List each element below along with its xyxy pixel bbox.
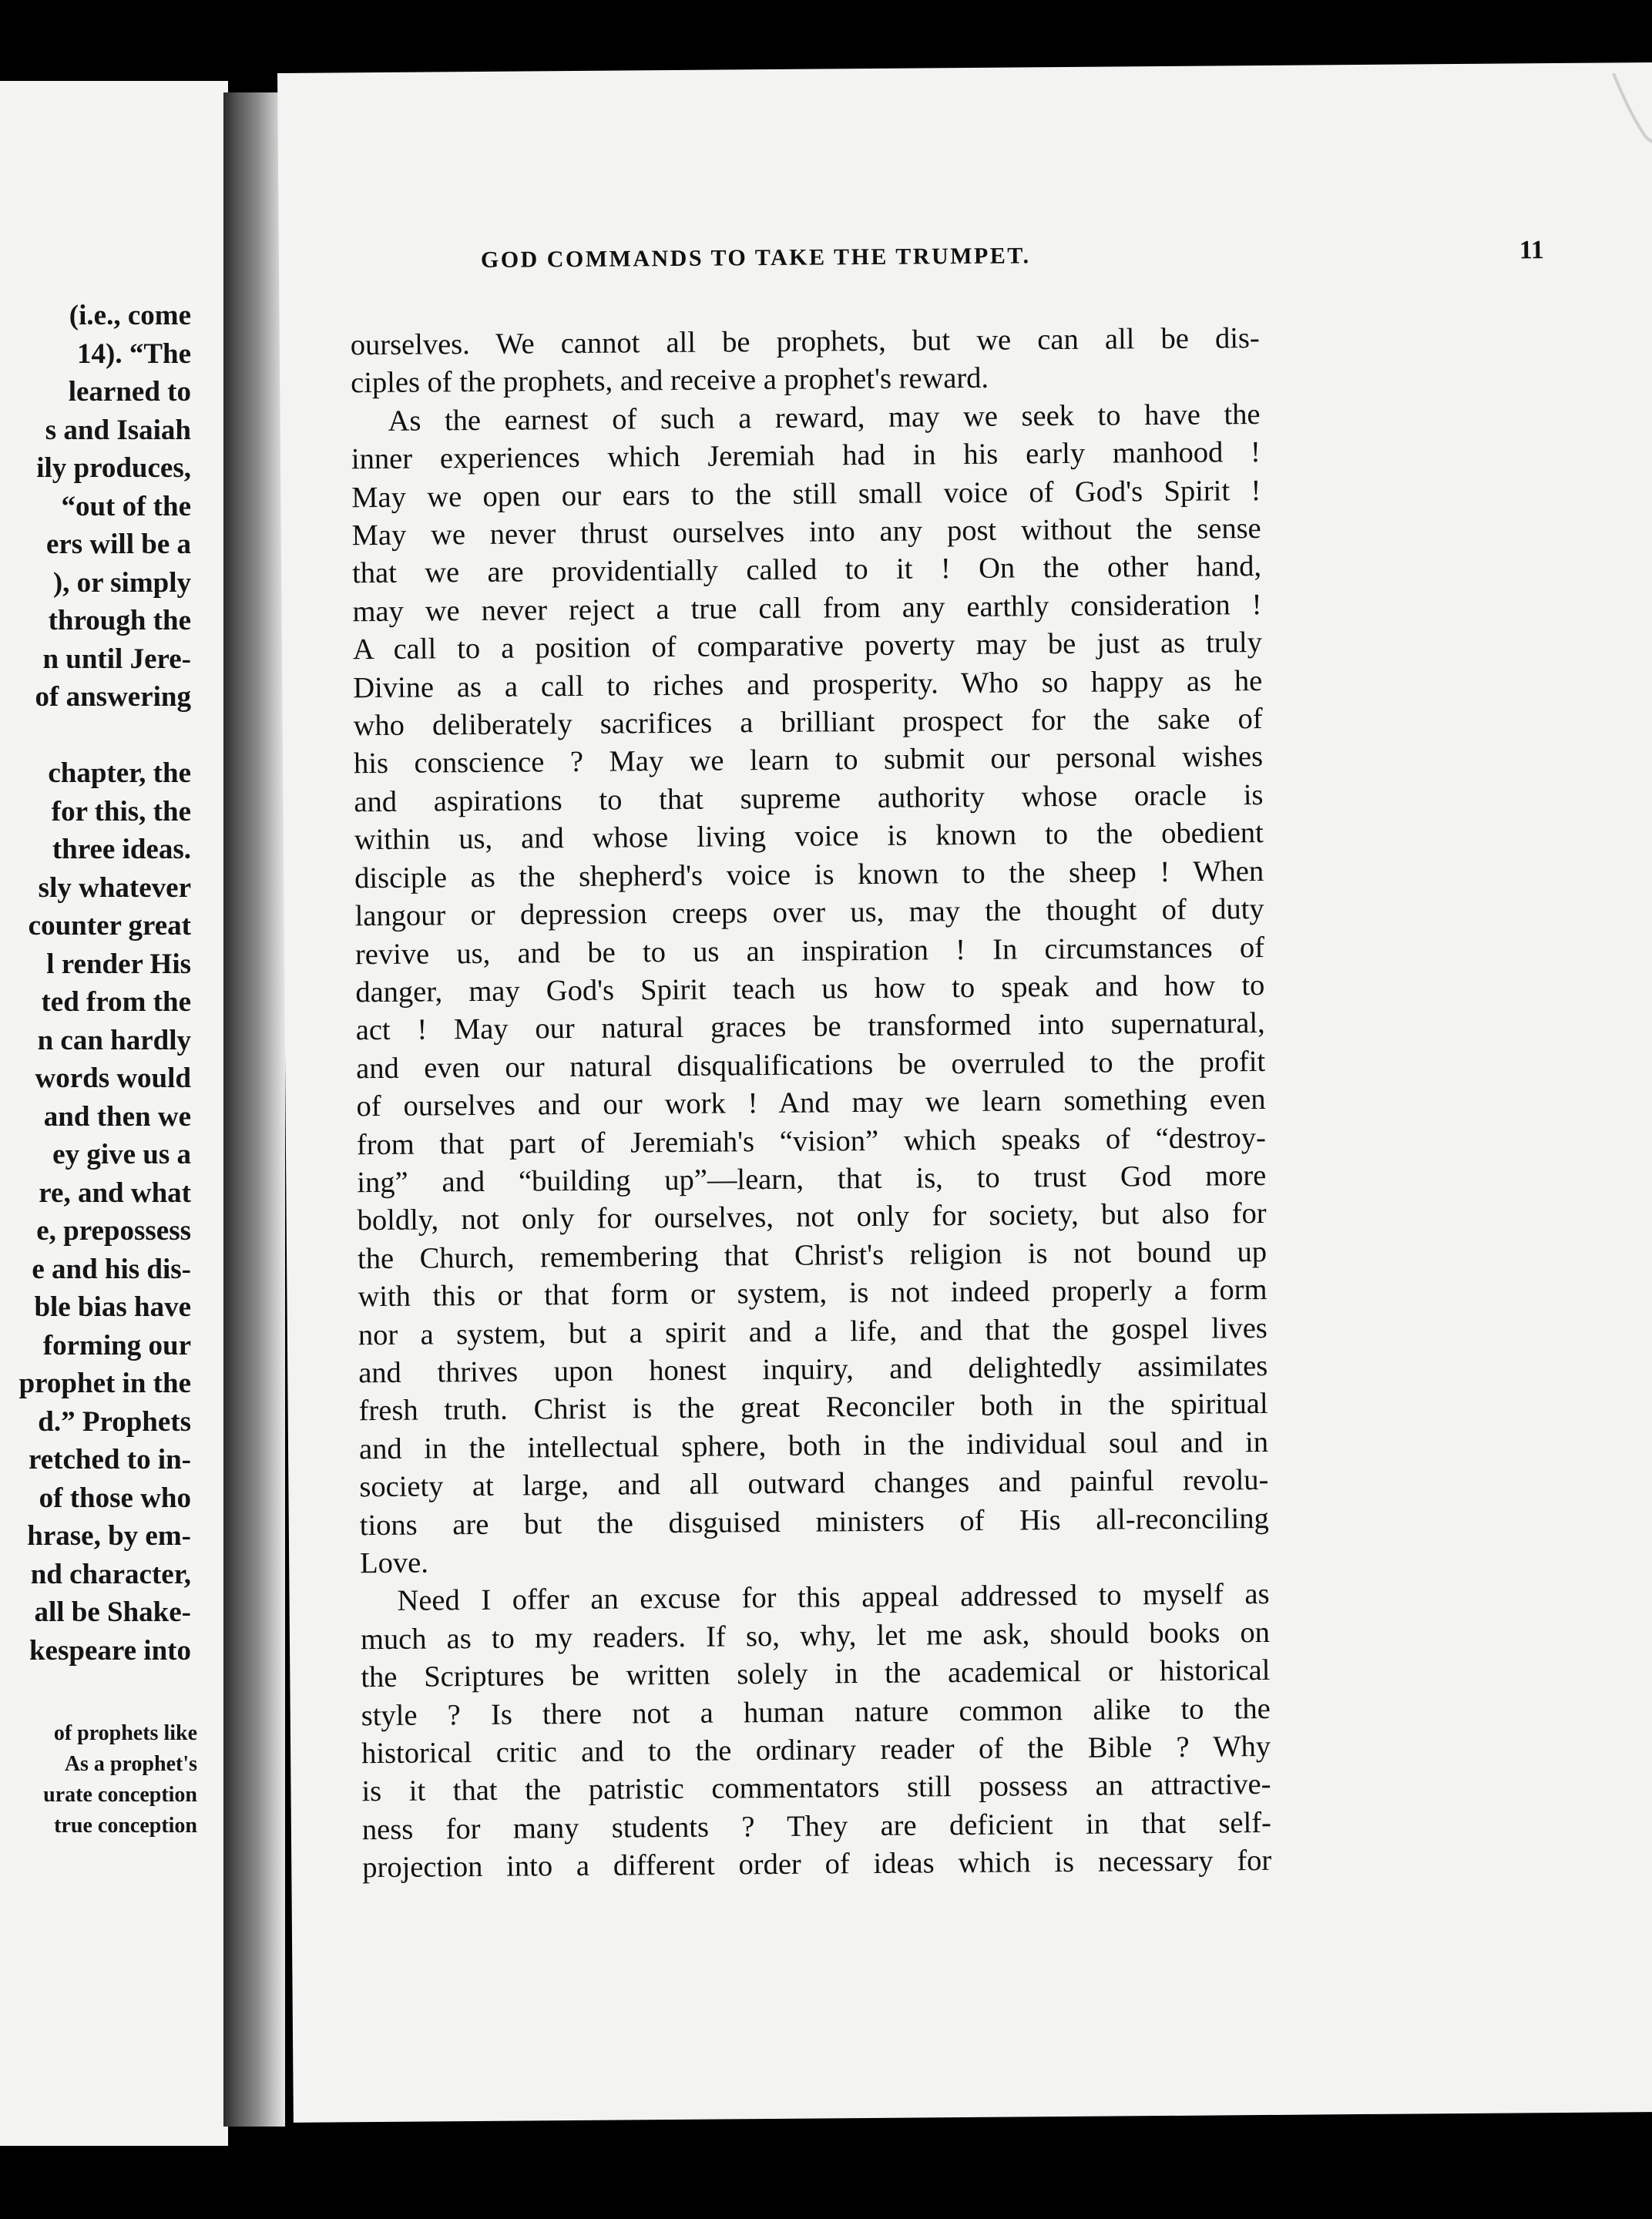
text-line: Need I offer an excuse for this appeal addressed to myself as xyxy=(397,1578,1270,1618)
left-page-line: all be Shake- xyxy=(34,1596,191,1628)
text-line: society at large, and all outward changes and painful revolu- xyxy=(359,1464,1269,1504)
text-line: that we are providentially called to it ! On the other hand, xyxy=(351,550,1262,590)
text-line: and thrives upon honest inquiry, and delightedly assimilates xyxy=(358,1349,1268,1390)
left-page-line: retched to in- xyxy=(29,1444,191,1475)
text-line: and aspirations to that supreme authority whose oracle is xyxy=(354,778,1264,819)
text-line: his conscience ? May we learn to submit our personal wishes xyxy=(353,740,1264,781)
text-line: langour or depression creeps over us, may the thought of duty xyxy=(354,893,1264,933)
left-page-line: e and his dis- xyxy=(32,1253,191,1285)
left-page-line: ), or simply xyxy=(52,566,191,599)
left-page-footnote-line: As a prophet's xyxy=(64,1752,197,1776)
text-line: act ! May our natural graces be transformed into supernatural, xyxy=(355,1007,1265,1047)
text-line: boldly, not only for ourselves, not only for society, but also for xyxy=(357,1197,1267,1237)
left-page-line: re, and what xyxy=(39,1177,191,1209)
left-page-line: ey give us a xyxy=(52,1139,191,1170)
text-line: within us, and whose living voice is known to the obedient xyxy=(354,817,1264,857)
left-page-line: three ideas. xyxy=(52,834,191,865)
text-line: with this or that form or system, is not indeed properly a form xyxy=(358,1274,1268,1314)
text-line: ing” and “building up”—learn, that is, to trust God more xyxy=(357,1159,1267,1200)
book-gutter xyxy=(223,92,285,2127)
left-page-footnotes xyxy=(0,1718,197,1841)
text-line: ourselves. We cannot all be prophets, but we can all be dis- xyxy=(350,321,1260,362)
left-page-line: nd character, xyxy=(30,1558,191,1590)
text-line: revive us, and be to us an inspiration ! In circumstances of xyxy=(354,931,1265,971)
body-text xyxy=(351,320,1272,1888)
text-line: inner experiences which Jeremiah had in his early manhood ! xyxy=(351,436,1261,476)
text-line: ciples of the prophets, and receive a prophet's reward. xyxy=(351,362,989,400)
left-page-line: n until Jere- xyxy=(42,643,191,675)
left-page-line: chapter, the xyxy=(48,757,191,789)
left-page-line: hrase, by em- xyxy=(27,1520,191,1552)
text-line: of ourselves and our work ! And may we learn something even xyxy=(356,1083,1266,1123)
text-line: the Church, remembering that Christ's religion is not bound up xyxy=(357,1235,1268,1275)
left-page-line: counter great xyxy=(28,910,191,942)
left-page-line: ily produces, xyxy=(36,452,191,484)
text-line: may we never reject a true call from any earthly consideration ! xyxy=(352,588,1262,629)
text-line: fresh truth. Christ is the great Reconciler both in the spiritual xyxy=(358,1388,1268,1428)
page-number: 11 xyxy=(1519,236,1544,265)
page-corner-curl xyxy=(1498,73,1652,166)
text-line: tions are but the disguised ministers of His all-reconciling xyxy=(359,1502,1269,1542)
left-page-line: n can hardly xyxy=(37,1024,191,1056)
left-page-line: ted from the xyxy=(41,986,191,1018)
text-line: historical critic and to the ordinary reader of the Bible ? Why xyxy=(361,1730,1271,1771)
text-line: Love. xyxy=(360,1546,429,1580)
text-line: from that part of Jeremiah's “vision” which speaks of “destroy- xyxy=(356,1121,1267,1161)
text-line: projection into a different order of ideas which is necessary for xyxy=(362,1845,1272,1885)
left-page-line: 14). “The xyxy=(77,337,191,370)
left-page-line: s and Isaiah xyxy=(45,414,191,446)
left-page-line: learned to xyxy=(68,376,191,408)
left-page-footnote-line: true conception xyxy=(54,1814,197,1838)
text-line: the Scriptures be written solely in the academical or historical xyxy=(361,1654,1271,1694)
left-page-text xyxy=(0,297,191,1670)
left-page-line: forming our xyxy=(42,1329,191,1361)
left-page-line: prophet in the xyxy=(18,1368,191,1399)
left-page-line: through the xyxy=(48,605,191,636)
left-page-line: e, prepossess xyxy=(36,1215,191,1247)
text-line: is it that the patristic commentators still possess an attractive- xyxy=(361,1768,1271,1808)
left-page-footnote-line: of prophets like xyxy=(53,1721,197,1745)
left-page-line: of answering xyxy=(35,681,191,713)
text-line: style ? Is there not a human nature common alike to the xyxy=(361,1692,1271,1732)
text-line: and in the intellectual sphere, both in the individual soul and in xyxy=(358,1425,1269,1466)
left-page-line: “out of the xyxy=(61,490,191,522)
text-line: As the earnest of such a reward, may we seek to have the xyxy=(388,398,1261,438)
text-line: May we never thrust ourselves into any post without the sense xyxy=(351,512,1261,552)
running-head-title: GOD COMMANDS TO TAKE THE TRUMPET. xyxy=(480,243,1031,273)
left-page-line: l render His xyxy=(46,948,191,980)
text-line: nor a system, but a spirit and a life, and that the gospel lives xyxy=(358,1311,1268,1351)
left-page-line: ble bias have xyxy=(34,1291,191,1323)
text-line: May we open our ears to the still small voice of God's Spirit ! xyxy=(351,474,1261,514)
left-page-line: d.” Prophets xyxy=(38,1405,191,1438)
left-page-line: and then we xyxy=(43,1100,191,1133)
text-line: much as to my readers. If so, why, let me ask, should books on xyxy=(360,1616,1271,1657)
left-facing-page xyxy=(0,81,228,2146)
text-line: A call to a position of comparative poverty may be just as truly xyxy=(352,626,1263,666)
left-page-line: sly whatever xyxy=(38,871,191,904)
right-page xyxy=(277,62,1652,2123)
text-line: ness for many students ? They are deficient in that self- xyxy=(361,1806,1272,1847)
left-page-line: for this, the xyxy=(51,795,191,828)
text-line: who deliberately sacrifices a brilliant prospect for the sake of xyxy=(353,703,1263,743)
text-line: disciple as the shepherd's voice is known to the sheep ! When xyxy=(354,854,1264,895)
text-line: and even our natural disqualifications be overruled to the profit xyxy=(355,1045,1266,1085)
text-line: Divine as a call to riches and prosperity. Who so happy as he xyxy=(353,664,1263,704)
left-page-footnote-line: urate conception xyxy=(43,1783,197,1807)
left-page-line xyxy=(0,717,191,755)
running-head xyxy=(480,236,1544,286)
left-page-line: kespeare into xyxy=(29,1634,191,1667)
left-page-line: (i.e., come xyxy=(69,300,191,331)
left-page-line: words would xyxy=(35,1063,191,1094)
text-line: danger, may God's Spirit teach us how to speak and how to xyxy=(355,969,1265,1009)
left-page-line: ers will be a xyxy=(45,529,191,560)
left-page-line: of those who xyxy=(39,1482,191,1514)
